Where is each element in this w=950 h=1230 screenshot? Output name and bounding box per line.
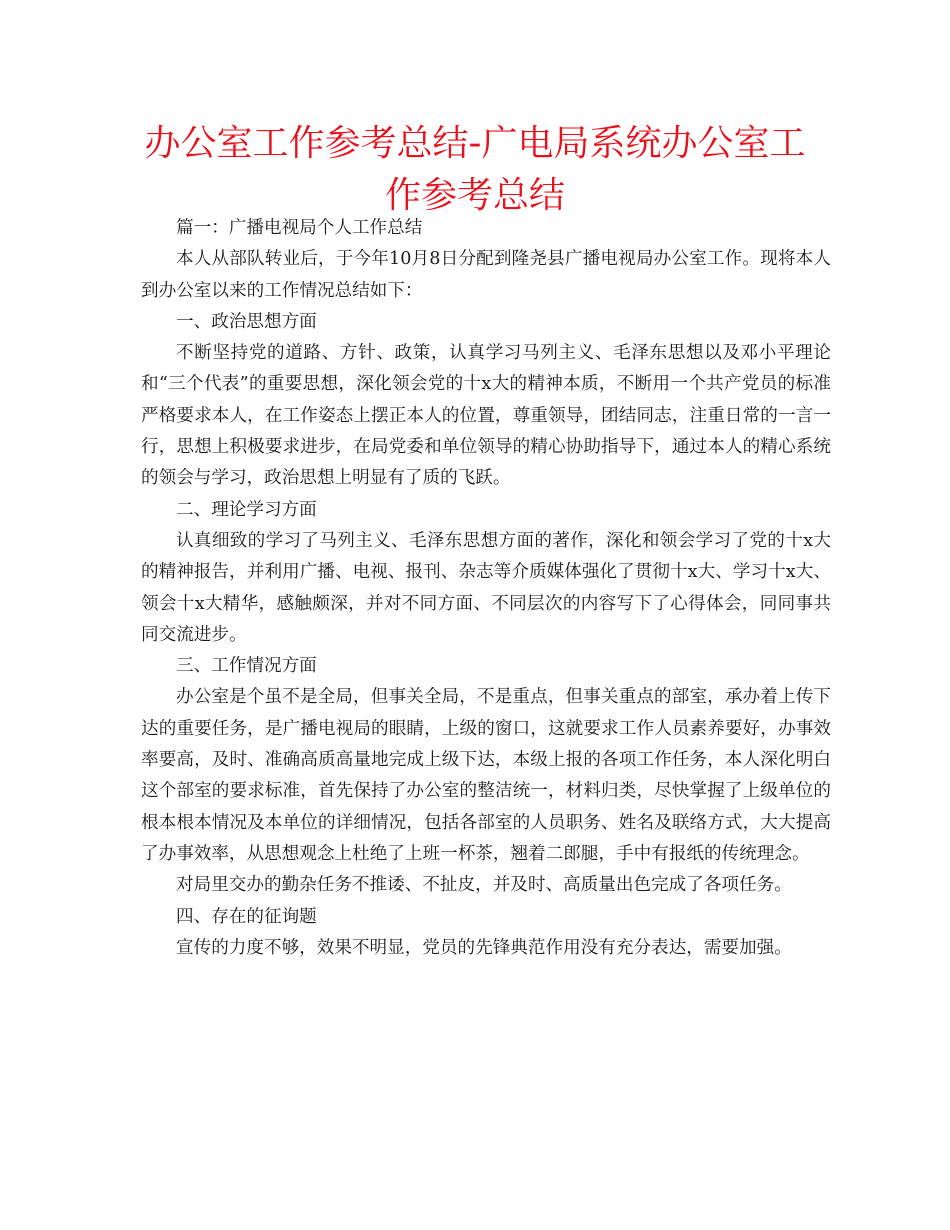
document-title: 办公室工作参考总结-广电局系统办公室工作参考总结 [144, 123, 806, 216]
paragraph-section-heading: 篇一：广播电视局个人工作总结 [176, 218, 423, 238]
heading-existing-problems: 四、存在的征询题 [176, 906, 317, 927]
heading-political-thought: 一、政治思想方面 [176, 311, 317, 332]
paragraph-theory-study: 认真细致的学习了马列主义、毛泽东思想方面的著作，深化和领会学习了党的十x大的精神报告，并利用广播、电视、报刊、杂志等介质媒体强化了贯彻十x大、学习十x大、领会十x大精华，感触颇深，并对不同方面、不同层次的内容写下了心得体会，同同事共同交流进步。 [141, 530, 831, 645]
paragraph-work-situation: 办公室是个虽不是全局，但事关全局，不是重点，但事关重点的部室，承办着上传下达的重要任务，是广播电视局的眼睛，上级的窗口，这就要求工作人员素养要好，办事效率要高，及时、准确高质高量地完成上级下达，本级上报的各项工作任务，本人深化明白这个部室的要求标准，首先保持了办公室的整洁统一，材料归类，尽快掌握了上级单位的根本根本情况及本单位的详细情况，包括各部室的人员职务、姓名及联络方式，大大提高了办事效率，从思想观念上杜绝了上班一杯茶，翘着二郎腿，手中有报纸的传统理念。 [141, 687, 831, 864]
paragraph-existing-problems: 宣传的力度不够，效果不明显，党员的先锋典范作用没有充分表达，需要加强。 [176, 937, 792, 958]
heading-theory-study: 二、理论学习方面 [176, 499, 317, 520]
heading-work-situation: 三、工作情况方面 [176, 656, 317, 677]
document-body [141, 213, 831, 964]
paragraph-political-thought: 不断坚持党的道路、方针、政策，认真学习马列主义、毛泽东思想以及邓小平理论和“三个代表”的重要思想，深化领会党的十x大的精神本质，不断用一个共产党员的标准严格要求本人，在工作姿态上摆正本人的位置，尊重领导，团结同志，注重日常的一言一行，思想上积极要求进步，在局党委和单位领导的精心协助指导下，通过本人的精心系统的领会与学习，政治思想上明显有了质的飞跃。 [141, 343, 831, 489]
paragraph-intro: 本人从部队转业后，于今年10月8日分配到隆尧县广播电视局办公室工作。现将本人到办公室以来的工作情况总结如下： [141, 249, 831, 301]
paragraph-tasks: 对局里交办的勤杂任务不推诿、不扯皮，并及时、高质量出色完成了各项任务。 [176, 875, 792, 896]
